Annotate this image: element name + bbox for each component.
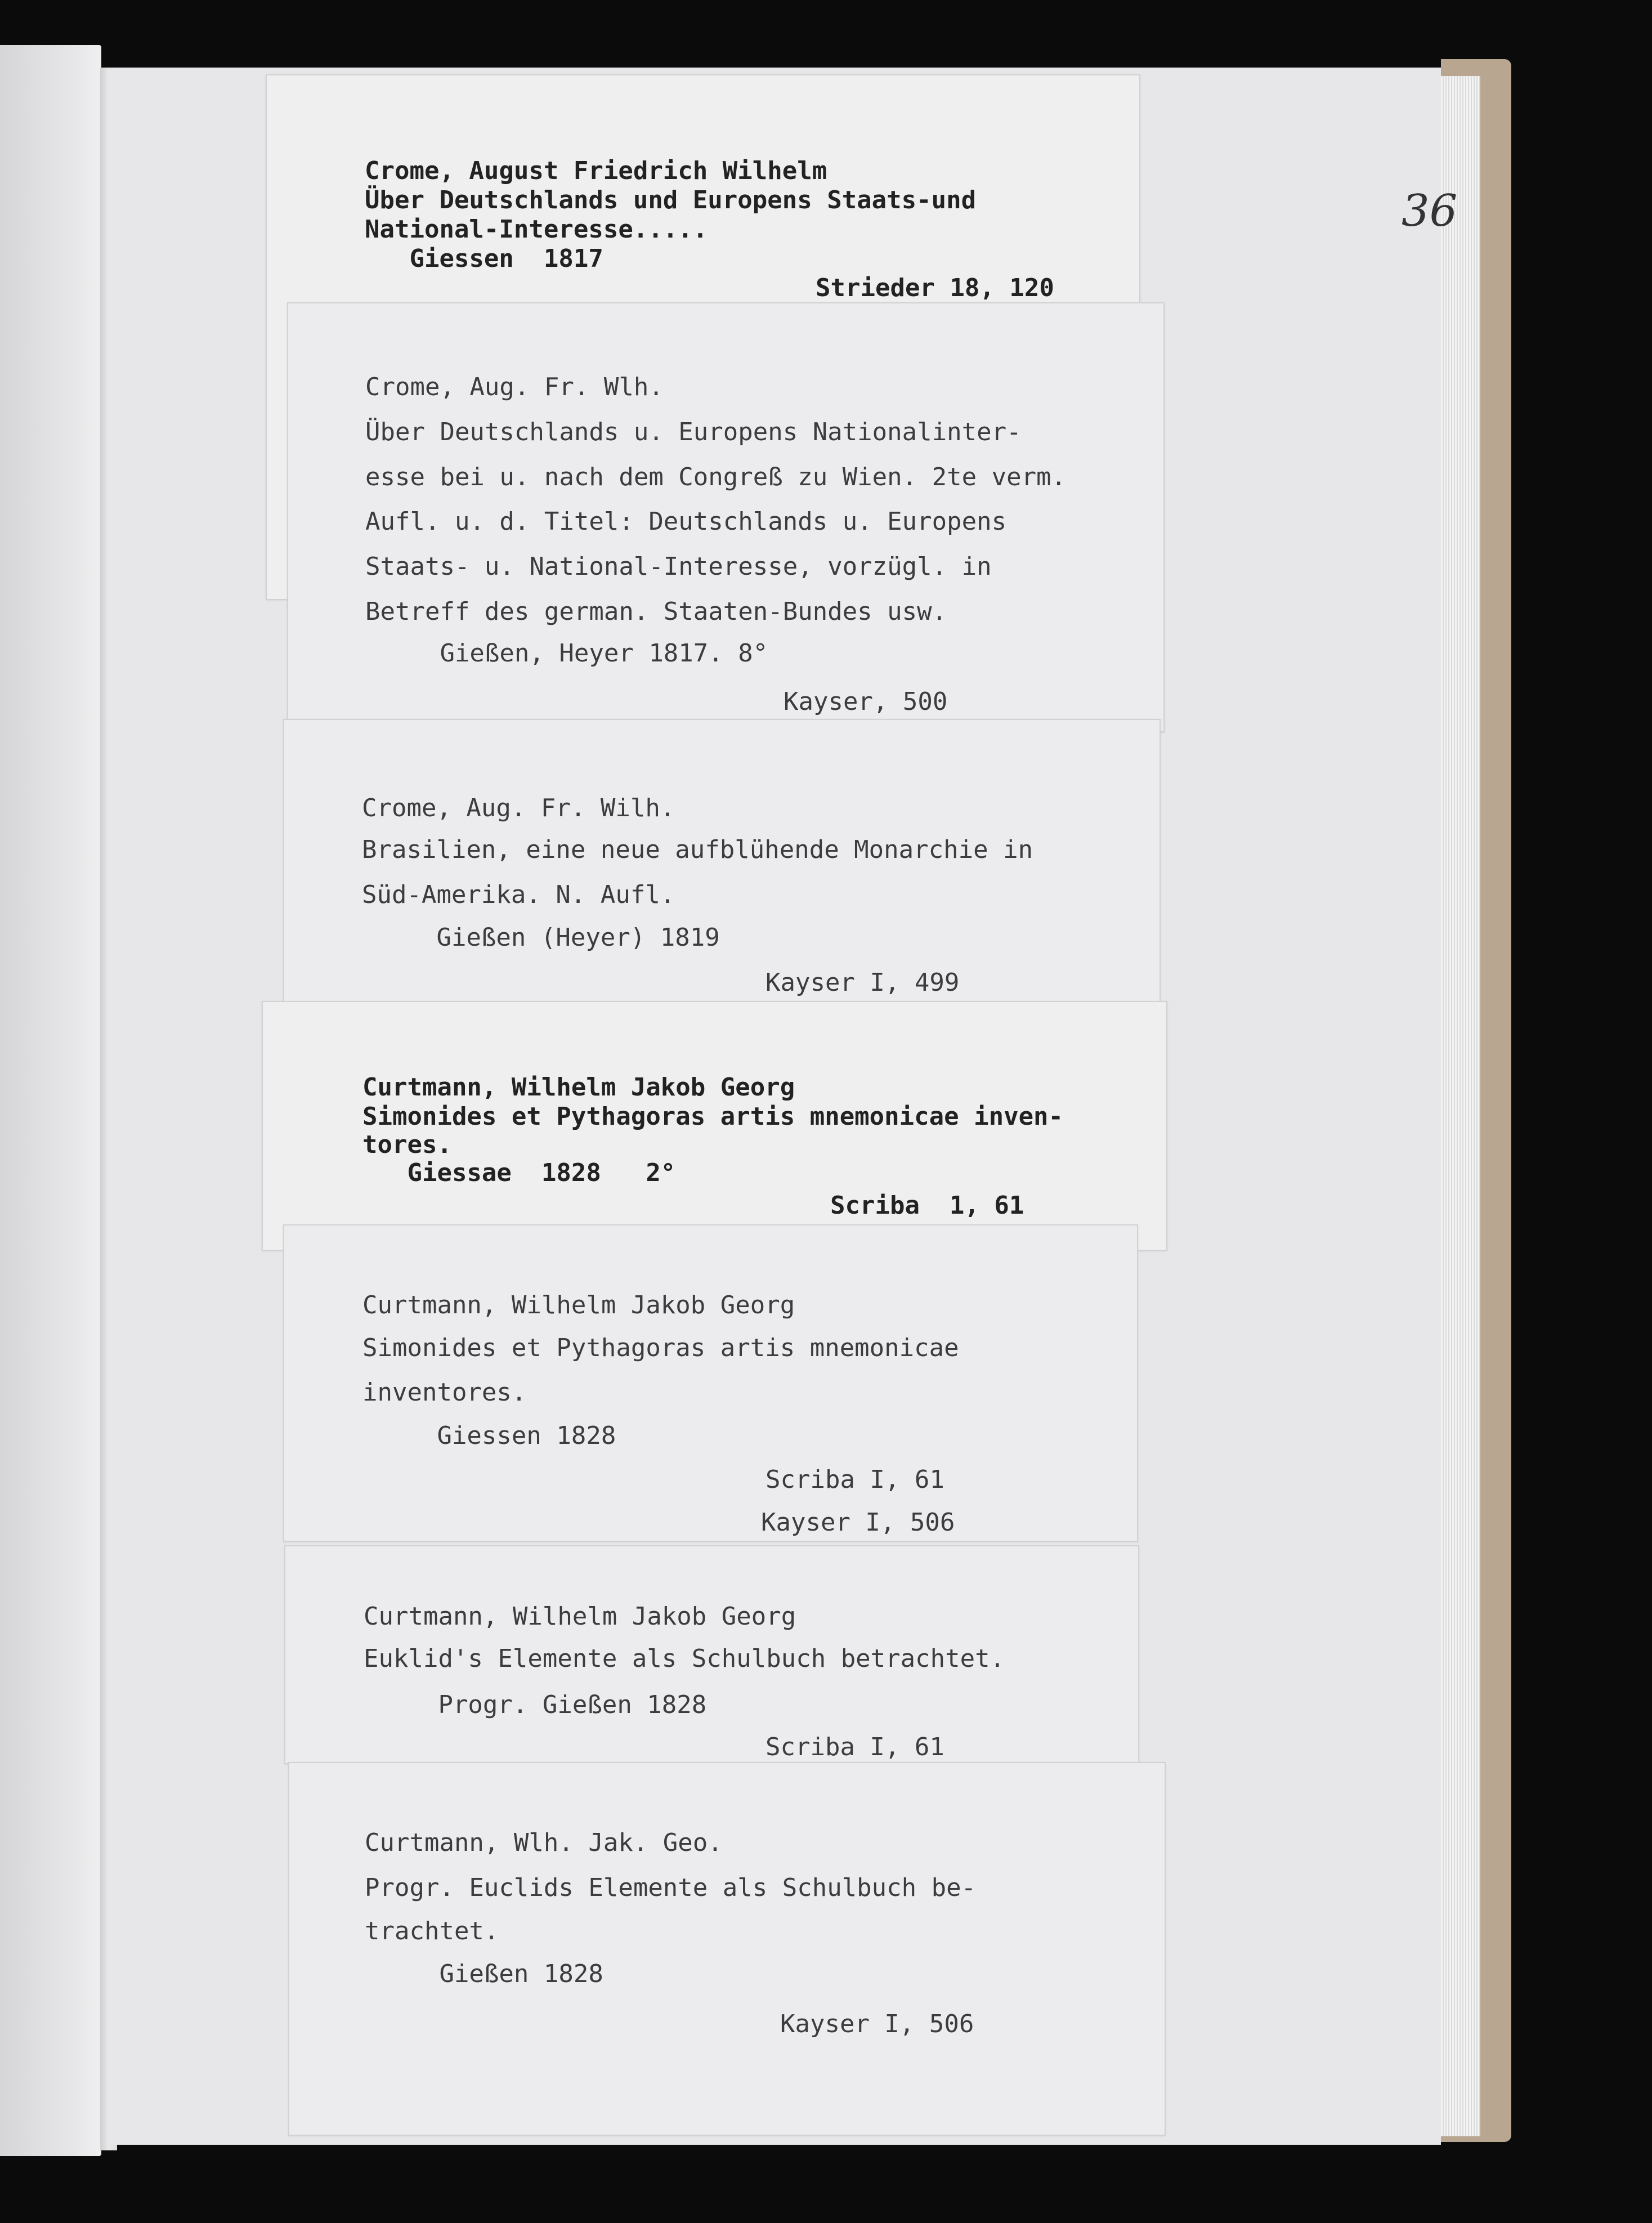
card-line: Curtmann, Wilhelm Jakob Georg [364,1602,796,1631]
catalog-card-6 [284,1545,1139,1764]
card-line: esse bei u. nach dem Congreß zu Wien. 2te verm. [365,463,1067,491]
catalog-card-5 [283,1224,1138,1542]
card-line: Curtmann, Wlh. Jak. Geo. [365,1828,723,1857]
card-line: Über Deutschlands u. Europens Nationalinter- [365,418,1022,446]
card-line: Gießen (Heyer) 1819 [362,923,720,952]
card-source: Scriba 1, 61 [830,1191,1024,1220]
card-line: Simonides et Pythagoras artis mnemonicae inven- [362,1102,1064,1131]
card-line: Staats- u. National-Interesse, vorzügl. in [365,552,992,581]
card-source: Scriba I, 61 [765,1733,944,1761]
card-line: Betreff des german. Staaten-Bundes usw. [365,597,947,626]
card-line: Crome, Aug. Fr. Wilh. [362,794,675,822]
catalog-card-3 [283,719,1161,1025]
card-line: Progr. Euclids Elemente als Schulbuch be- [365,1873,977,1902]
card-line: Gießen 1828 [365,1960,603,1988]
card-line: inventores. [362,1378,527,1407]
card-line: trachtet. [365,1917,499,1945]
card-source: Kayser I, 499 [765,968,960,997]
card-line: National-Interesse..... [365,215,708,244]
card-source: Scriba I, 61 [765,1465,944,1494]
catalog-card-4 [262,1001,1167,1251]
card-line: Simonides et Pythagoras artis mnemonicae [362,1334,959,1362]
card-line: Giessen 1817 [365,244,603,273]
page-number: 36 [1402,186,1458,236]
card-line: tores. [362,1130,452,1159]
card-line: Gießen, Heyer 1817. 8° [365,639,768,668]
card-line: Curtmann, Wilhelm Jakob Georg [362,1291,795,1320]
card-source: Strieder 18, 120 [816,274,1054,302]
left-page [0,45,101,2156]
card-line: Aufl. u. d. Titel: Deutschlands u. Europens [365,507,1007,536]
card-line: Crome, Aug. Fr. Wlh. [365,373,664,401]
card-source: Kayser I, 506 [780,2010,974,2038]
card-source: Kayser I, 506 [761,1508,955,1537]
card-source: Kayser, 500 [784,687,948,716]
card-line: Über Deutschlands und Europens Staats-und [365,186,977,214]
catalog-card-7 [288,1762,1166,2136]
card-line: Progr. Gießen 1828 [364,1690,707,1719]
catalog-card-2 [287,302,1165,732]
card-line: Brasilien, eine neue aufblühende Monarchie in [362,835,1033,864]
card-line: Giessen 1828 [362,1421,616,1450]
card-line: Süd-Amerika. N. Aufl. [362,880,675,909]
card-line: Euklid's Elemente als Schulbuch betrachtet. [364,1644,1005,1673]
card-line: Curtmann, Wilhelm Jakob Georg [362,1073,795,1102]
card-line: Giessae 1828 2° [362,1159,676,1187]
card-line: Crome, August Friedrich Wilhelm [365,156,827,185]
